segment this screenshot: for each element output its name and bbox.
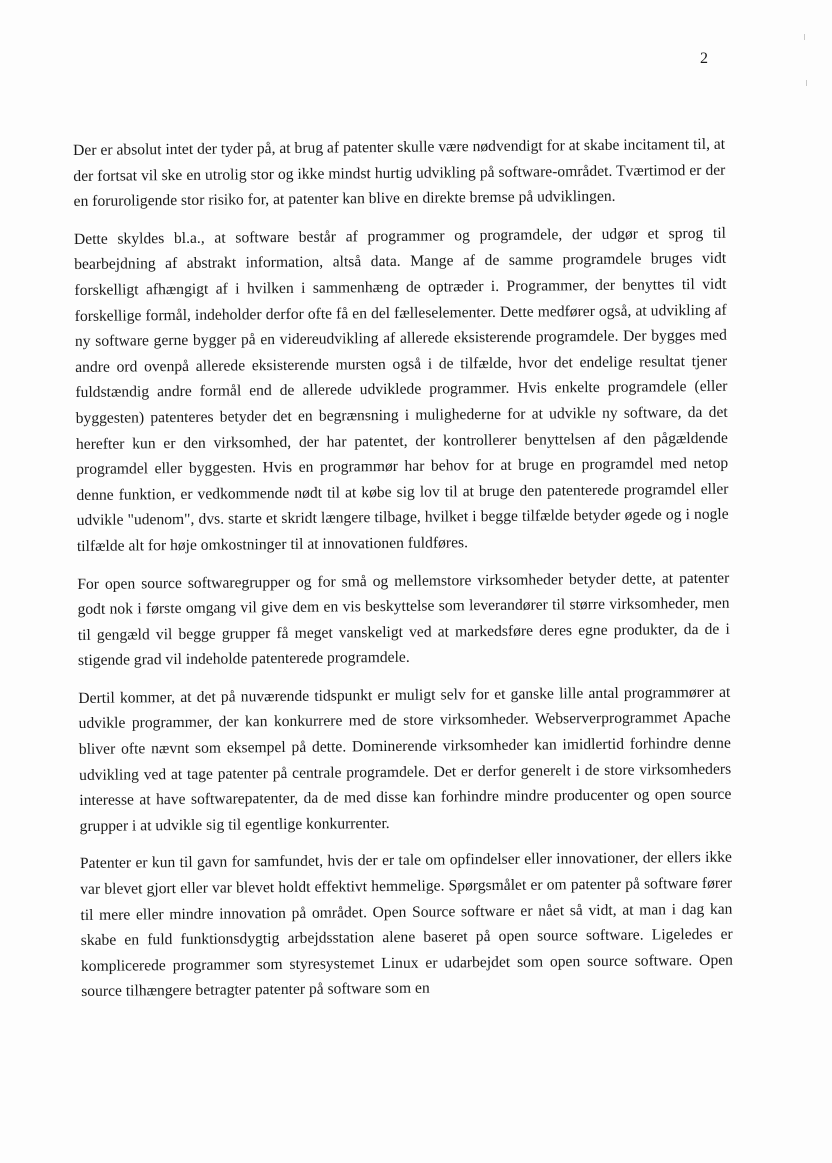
scan-artifact	[806, 80, 807, 86]
paragraph-1: Der er absolut intet der tyder på, at brug af patenter skulle være nødvendigt for at skabe incitament til, at der fortsat vil ske en utrolig stor og ikke mindst hurtig udvikling på software-området. Tværtimod er der en foruroligende stor risiko for, at patenter kan blive en direkte bremse på udviklingen.	[73, 135, 726, 211]
body-text	[73, 132, 733, 1017]
page-number: 2	[700, 50, 708, 67]
paragraph-3: For open source softwaregrupper og for små og mellemstore virksomheder betyder dette, at patenter godt nok i første omgang vil give dem en vis beskyttelse som leverandører til større virksomheder, men til gengæld vil begge grupper få meget vanskeligt ved at markedsføre deres egne produkter, da de i stigende grad vil indeholde patenterede programdele.	[77, 569, 730, 670]
paragraph-4: Dertil kommer, at det på nuværende tidspunkt er muligt selv for et ganske lille antal programmører at udvikle programmer, der kan konkurrere med de store virksomheder. Webserverprogrammet Apache bliver ofte nævnt som eksempel på dette. Dominerende virksomheder kan imidlertid forhindre denne udvikling ved at tage patenter på centrale programdele. Det er derfor generelt i de store virksomheders interesse at have softwarepatenter, da de med disse kan forhindre mindre producenter og open source grupper i at udvikle sig til egentlige konkurrenter.	[78, 683, 732, 835]
paragraph-2: Dette skyldes bl.a., at software består af programmer og programdele, der udgør et sprog til bearbejdning af abstrakt information, altså data. Mange af de samme programdele bruges vidt forskelligt afhængigt af i hvilken i sammenhæng de optræder i. Programmer, der benyttes til vidt forskellige formål, indeholder derfor ofte få en del fælleselementer. Dette medfører også, at udvikling af ny software gerne bygger på en videreudvikling af allerede eksisterende programdele. Der bygges med andre ord ovenpå allerede eksisterende mursten også i de tilfælde, hvor det endelige resultat tjener fuldstændig andre formål end de allerede udviklede programmer. Hvis enkelte programdele (eller byggesten) patenteres betyder det en begrænsning i mulighederne for at udvikle ny software, da det herefter kun er den virksomhed, der har patentet, der kontrollerer benyttelsen af den pågældende programdel eller byggesten. Hvis en programmør har behov for at bruge en programdel med netop denne funktion, er vedkommende nødt til at købe sig lov til at bruge den patenterede programdel eller udvikle "udenom", dvs. starte et skridt længere tilbage, hvilket i begge tilfælde betyder øgede og i nogle tilfælde alt for høje omkostninger til at innovationen fuldføres.	[73, 224, 729, 555]
scan-artifact	[804, 34, 805, 40]
paragraph-5: Patenter er kun til gavn for samfundet, hvis der er tale om opfindelser eller innovationer, der ellers ikke var blevet gjort eller var blevet holdt effektivt hemmelige. Spørgsmålet er om patenter på software fører til mere eller mindre innovation på området. Open Source software er nået så vidt, at man i dag kan skabe en fuld funktionsdygtig arbejdsstation alene baseret på open source software. Ligeledes er komplicerede programmer som styresystemet Linux er udarbejdet som open source software. Open source tilhængere betragter patenter på software som en	[79, 849, 734, 1001]
